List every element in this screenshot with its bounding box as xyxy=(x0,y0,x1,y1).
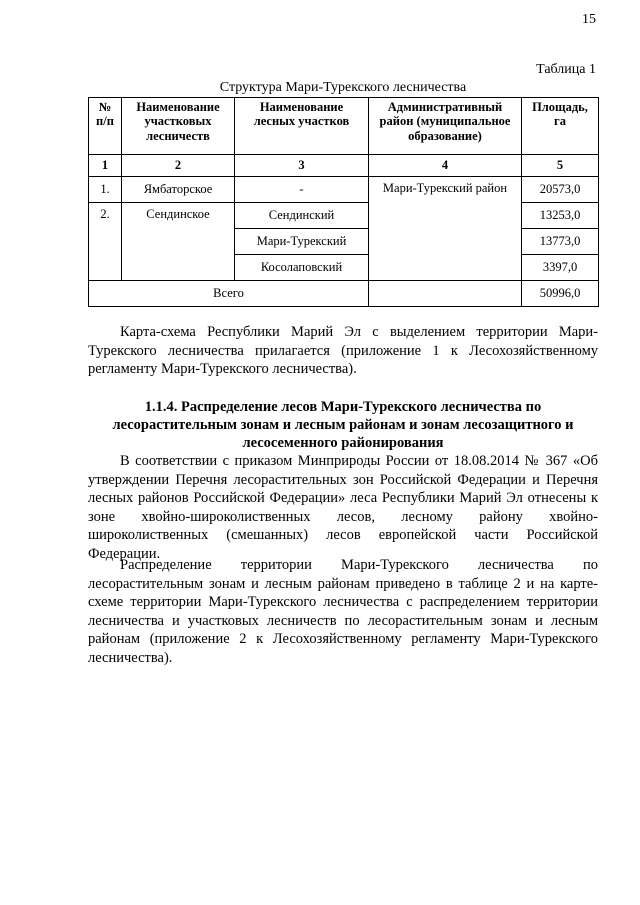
row-number: 2. xyxy=(89,203,122,281)
table-row xyxy=(89,177,599,203)
table-caption: Структура Мари-Турекского лесничества xyxy=(219,80,467,95)
column-number: 5 xyxy=(522,155,599,177)
total-label: Всего xyxy=(89,281,369,307)
forestry-structure-table xyxy=(88,97,599,307)
area-cell: 20573,0 xyxy=(522,177,599,203)
header-area: Площадь, га xyxy=(522,98,599,155)
header-admin-area: Административный район (муниципальное образование) xyxy=(369,98,522,155)
total-admin-cell xyxy=(369,281,522,307)
area-cell: 13773,0 xyxy=(522,229,599,255)
column-number: 3 xyxy=(235,155,369,177)
section-heading: 1.1.4. Распределение лесов Мари-Турекского лесничества по лесорастительным зонам и лесным районам и зонам лесозащитного и лесосеменного районирования xyxy=(112,399,574,451)
table-header-row xyxy=(89,98,599,155)
forest-site-cell: - xyxy=(235,177,369,203)
forest-site-cell: Мари-Турекский xyxy=(235,229,369,255)
header-forest-site: Наименование лесных участков xyxy=(235,98,369,155)
row-number: 1. xyxy=(89,177,122,203)
header-number: № п/п xyxy=(89,98,122,155)
area-cell: 13253,0 xyxy=(522,203,599,229)
column-number-row xyxy=(89,155,599,177)
area-cell: 3397,0 xyxy=(522,255,599,281)
column-number: 2 xyxy=(122,155,235,177)
district-forestry-cell: Сендинское xyxy=(122,203,235,281)
paragraph-distribution: Распределение территории Мари-Турекского лесничества по лесорастительным зонам и лесным районам приведено в таблице 2 и на карте-схеме территории Мари-Турекского лесничества с распределением территории лесничества и участковых лесничеств по лесорастительным зонам и лесным районам (приложение 2 к Лесохозяйственному регламенту Мари-Турекского лесничества). xyxy=(88,557,598,666)
table-label: Таблица 1 xyxy=(536,62,596,77)
page-number: 15 xyxy=(582,12,596,27)
paragraph-map-scheme: Карта-схема Республики Марий Эл с выделением территории Мари-Турекского лесничества прилагается (приложение 1 к Лесохозяйственному регламенту Мари-Турекского лесничества). xyxy=(88,324,598,377)
total-area: 50996,0 xyxy=(522,281,599,307)
header-district-forestry: Наименование участковых лесничеств xyxy=(122,98,235,155)
column-number: 1 xyxy=(89,155,122,177)
column-number: 4 xyxy=(369,155,522,177)
total-row xyxy=(89,281,599,307)
paragraph-order: В соответствии с приказом Минприроды России от 18.08.2014 № 367 «Об утверждении Перечня лесорастительных зон Российской Федерации и Перечня лесных районов Российской Федерации» леса Республики Марий Эл отнесены к зоне хвойно-широколиственных лесов, лесному району хвойно-широколиственных (смешанных) лесов европейской части Российской Федерации. xyxy=(88,453,598,562)
forest-site-cell: Косолаповский xyxy=(235,255,369,281)
forest-site-cell: Сендинский xyxy=(235,203,369,229)
table-row xyxy=(89,203,599,229)
admin-area-cell: Мари-Турекский район xyxy=(369,177,522,281)
district-forestry-cell: Ямбаторское xyxy=(122,177,235,203)
